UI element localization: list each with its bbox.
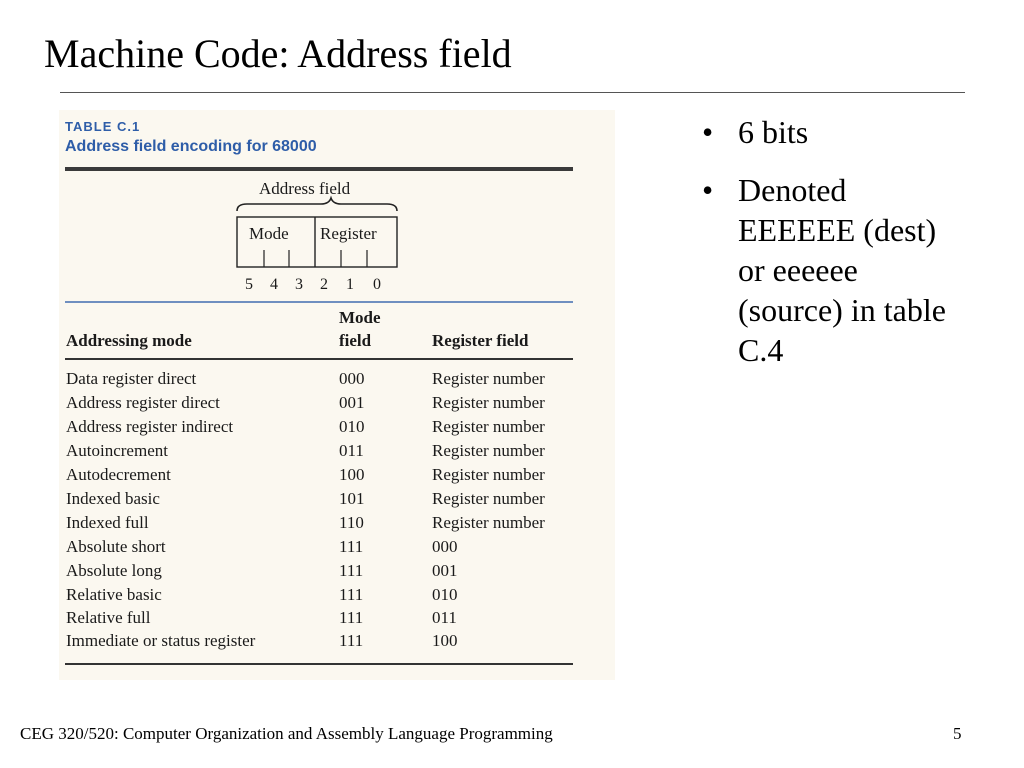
cell-mode-field: 110 [339,513,364,532]
cell-register-field: Register number [432,417,545,436]
cell-mode: Absolute long [66,561,162,580]
address-field-label: Address field [259,179,351,198]
bullet-marker: • [702,172,714,208]
cell-register-field: Register number [432,513,545,532]
cell-register-field: 010 [432,585,458,604]
cell-mode-field: 111 [339,537,364,556]
bit-number: 5 [245,276,253,293]
cell-mode: Indexed basic [66,489,160,508]
footer-course-title: CEG 320/520: Computer Organization and Assembly Language Programming [20,724,553,743]
header-bottom-rule [65,358,573,360]
bullet-text: Denoted EEEEEE (dest) or eeeeee (source) in table C.4 [738,172,946,368]
bit-number: 0 [373,276,381,293]
bullet-text: 6 bits [738,114,809,150]
cell-mode-field: 101 [339,489,365,508]
cell-mode-field: 111 [339,608,364,627]
cell-register-field: Register number [432,441,545,460]
bullet-item [700,112,960,152]
cell-mode: Relative full [66,608,151,627]
cell-mode: Address register indirect [66,417,234,436]
bullet-item [700,170,960,370]
table-row [59,393,615,417]
cell-mode-field: 010 [339,417,365,436]
header-mode-field-line1: Mode [339,308,381,327]
bullet-list [700,112,960,388]
page-number: 5 [953,724,962,743]
header-top-rule [65,301,573,303]
cell-register-field: 100 [432,631,458,650]
table-caption: Address field encoding for 68000 [65,138,317,155]
table-row [59,513,615,537]
header-addressing-mode: Addressing mode [66,331,192,350]
cell-register-field: Register number [432,369,545,388]
cell-mode-field: 111 [339,561,364,580]
brace-shape [237,198,397,211]
table-row [59,585,615,609]
bit-number: 4 [270,276,278,293]
bit-number: 1 [346,276,354,293]
table-row [59,441,615,465]
cell-mode-field: 011 [339,441,364,460]
cell-register-field: Register number [432,489,545,508]
table-row [59,631,615,655]
cell-mode: Indexed full [66,513,149,532]
cell-register-field: 000 [432,537,458,556]
cell-mode-field: 001 [339,393,365,412]
register-label: Register [320,224,377,243]
cell-mode-field: 111 [339,631,364,650]
table-bottom-rule [65,663,573,665]
cell-register-field: Register number [432,465,545,484]
cell-mode: Autodecrement [66,465,171,484]
slide-title: Machine Code: Address field [44,31,512,76]
table-row [59,417,615,441]
cell-mode: Autoincrement [66,441,168,460]
cell-register-field: Register number [432,393,545,412]
cell-mode-field: 111 [339,585,364,604]
bit-number: 3 [295,276,303,293]
address-field-diagram [59,110,615,310]
header-register-field: Register field [432,331,529,350]
mode-label: Mode [249,224,289,243]
cell-register-field: 011 [432,608,457,627]
cell-mode: Address register direct [66,393,220,412]
cell-mode-field: 100 [339,465,365,484]
cell-mode: Relative basic [66,585,162,604]
table-row [59,369,615,393]
table-row [59,561,615,585]
cell-mode: Immediate or status register [66,631,256,650]
title-divider [60,92,965,93]
table-row [59,465,615,489]
bit-number: 2 [320,276,328,293]
table-image [59,110,615,680]
header-mode-field-line2: field [339,331,372,350]
table-row [59,608,615,632]
cell-mode-field: 000 [339,369,365,388]
table-row [59,489,615,513]
bullet-marker: • [702,114,714,150]
cell-register-field: 001 [432,561,458,580]
cell-mode: Absolute short [66,537,166,556]
table-row [59,537,615,561]
cell-mode: Data register direct [66,369,197,388]
table-label: TABLE C.1 [65,119,141,134]
